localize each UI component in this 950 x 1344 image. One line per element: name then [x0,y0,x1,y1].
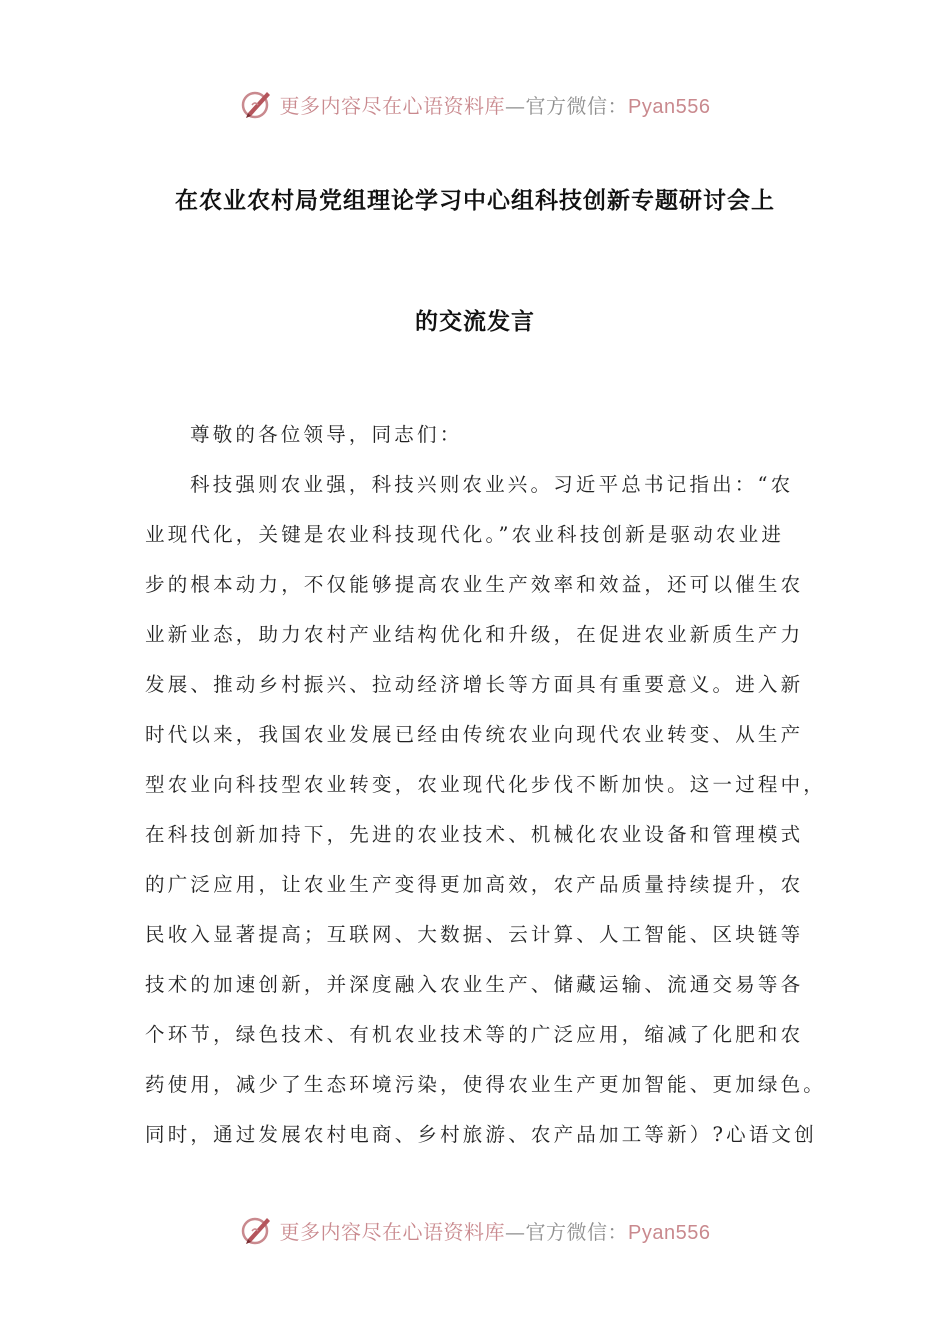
paragraph-line: 科技强则农业强，科技兴则农业兴。习近平总书记指出：“农 [190,473,794,496]
document-title-line-2: 的交流发言 [415,309,535,335]
paragraph-line: 民收入显著提高；互联网、大数据、云计算、人工智能、区块链等 [145,923,804,946]
pen-logo-icon [240,87,274,121]
paragraph-line: 同时，通过发展农村电商、乡村旅游、农产品加工等新）?心语文创 [145,1123,817,1146]
watermark-text: 更多内容尽在心语资料库—官方微信：Pyan556 [279,1219,711,1244]
header-watermark [0,84,950,124]
paragraph-line: 个环节，绿色技术、有机农业技术等的广泛应用，缩减了化肥和农 [145,1023,804,1046]
paragraph-line: 药使用，减少了生态环境污染，使得农业生产更加智能、更加绿色。 [145,1073,827,1096]
document-title-line-1: 在农业农村局党组理论学习中心组科技创新专题研讨会上 [175,188,775,214]
salutation: 尊敬的各位领导，同志们： [190,423,463,446]
paragraph-line: 型农业向科技型农业转变，农业现代化步伐不断加快。这一过程中， [145,773,827,796]
paragraph-line: 的广泛应用，让农业生产变得更加高效，农产品质量持续提升，农 [145,873,804,896]
paragraph-line: 发展、推动乡村振兴、拉动经济增长等方面具有重要意义。进入新 [145,673,804,696]
paragraph-line: 业新业态，助力农村产业结构优化和升级，在促进农业新质生产力 [145,623,804,646]
paragraph-line: 业现代化，关键是农业科技现代化。”农业科技创新是驱动农业进 [145,523,785,546]
footer-watermark [0,1210,950,1250]
paragraph-line: 技术的加速创新，并深度融入农业生产、储藏运输、流通交易等各 [145,973,804,996]
paragraph-line: 在科技创新加持下，先进的农业技术、机械化农业设备和管理模式 [145,823,804,846]
paragraph-line: 步的根本动力，不仅能够提高农业生产效率和效益，还可以催生农 [145,573,804,596]
watermark-text: 更多内容尽在心语资料库—官方微信：Pyan556 [279,93,711,118]
pen-logo-icon [240,1213,274,1247]
paragraph-line: 时代以来，我国农业发展已经由传统农业向现代农业转变、从生产 [145,723,804,746]
